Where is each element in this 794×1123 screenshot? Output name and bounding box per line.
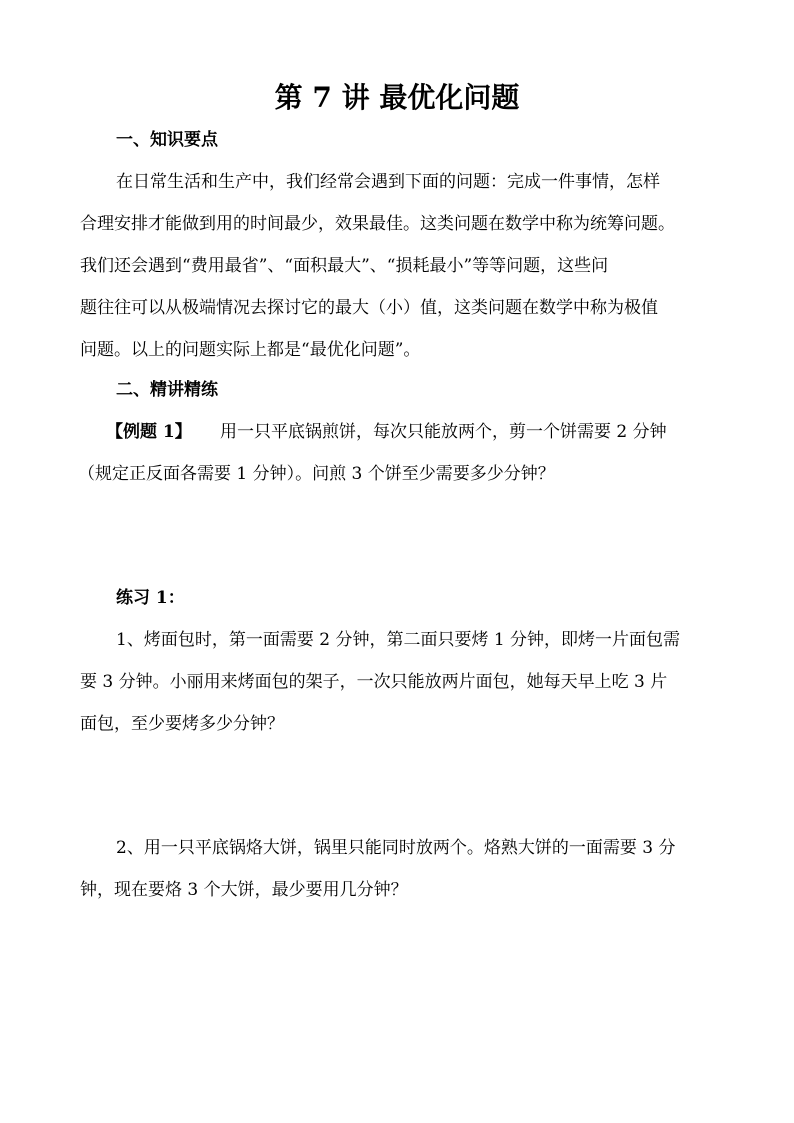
- practice-item-line: 要 3 分钟。小丽用来烤面包的架子，一次只能放两片面包，她每天早上吃 3 片: [80, 672, 668, 692]
- practice-item-line: 1、烤面包时，第一面需要 2 分钟，第二面只要烤 1 分钟，即烤一片面包需: [116, 630, 681, 650]
- page-title: 第 7 讲 最优化问题: [274, 81, 520, 114]
- example-line: （规定正反面各需要 1 分钟）。问煎 3 个饼至少需要多少分钟？: [78, 464, 555, 484]
- practice-item-line: 钟，现在要烙 3 个大饼，最少要用几分钟？: [80, 880, 408, 900]
- paragraph-line: 在日常生活和生产中，我们经常会遇到下面的问题：完成一件事情，怎样: [116, 172, 660, 192]
- paragraph-line: 问题。以上的问题实际上都是“最优化问题”。: [80, 340, 421, 360]
- section-heading-knowledge: 一、知识要点: [116, 130, 218, 150]
- practice-item-line: 2、用一只平底锅烙大饼，锅里只能同时放两个。烙熟大饼的一面需要 3 分: [116, 838, 676, 858]
- example-label: 【例题 1】: [106, 422, 192, 442]
- practice-heading: 练习 1：: [116, 588, 185, 608]
- paragraph-line: 题往往可以从极端情况去探讨它的最大（小）值，这类问题在数学中称为极值: [80, 298, 658, 318]
- section-heading-practice: 二、精讲精练: [116, 380, 218, 400]
- paragraph-line: 合理安排才能做到用的时间最少，效果最佳。这类问题在数学中称为统筹问题。: [80, 214, 675, 234]
- practice-item-line: 面包，至少要烤多少分钟？: [80, 714, 284, 734]
- paragraph-line: 我们还会遇到“费用最省”、“面积最大”、“损耗最小”等等问题，这些问: [80, 256, 609, 276]
- example-line: 用一只平底锅煎饼，每次只能放两个，剪一个饼需要 2 分钟: [220, 422, 667, 442]
